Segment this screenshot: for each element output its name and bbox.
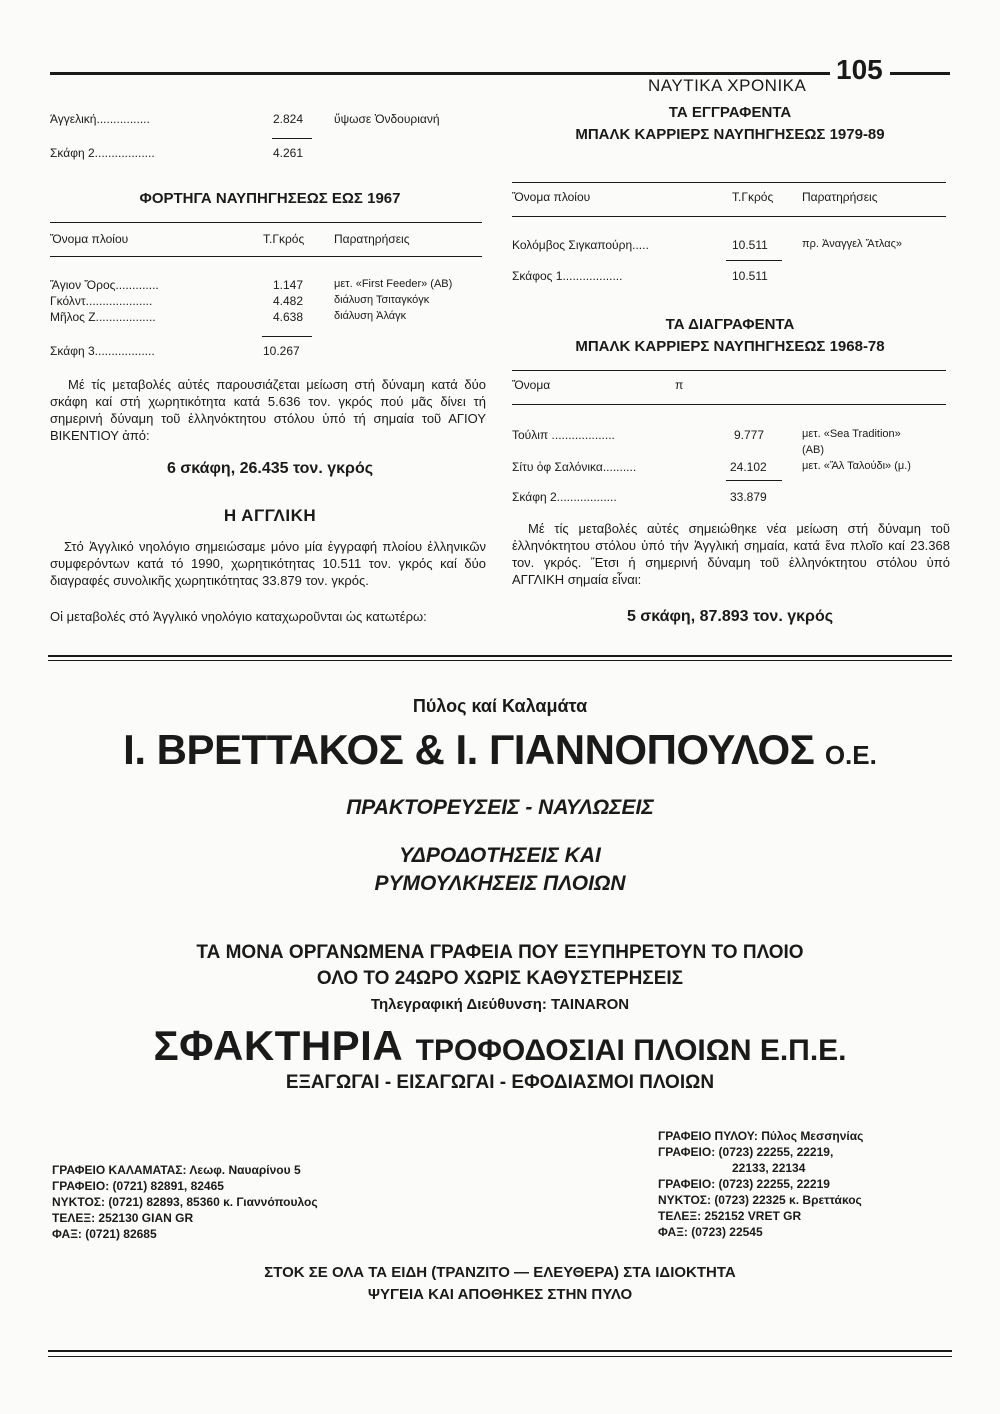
- ad-footer-2: ΨΥΓΕΙΑ ΚΑΙ ΑΠΟΘΗΚΕΣ ΣΤΗΝ ΠΥΛΟ: [367, 1286, 633, 1303]
- bottom-rule-1: [48, 1350, 952, 1352]
- header-notes: Παρατηρήσεις: [334, 232, 410, 246]
- registered-title-2: ΜΠΑΛΚ ΚΑΡΡΙΕΡΣ ΝΑΥΠΗΓΗΣΕΩΣ 1979-89: [575, 126, 885, 143]
- table-row-tonnage: 10.511: [732, 238, 768, 252]
- table-row-name: Γκόλντ....................: [50, 294, 153, 308]
- kalamata-line: ΤΕΛΕΞ: 252130 GIAN GR: [52, 1211, 194, 1225]
- ad-service-3: ΡΥΜΟΥΛΚΗΣΕΙΣ ΠΛΟΙΩΝ: [374, 872, 626, 895]
- table-row-note: μετ. «Sea Tradition»: [802, 428, 901, 440]
- deleted-table: [512, 370, 952, 510]
- table-top-rule: [50, 222, 482, 223]
- section-divider-bottom: [48, 660, 952, 661]
- header-notes: Παρατηρήσεις: [802, 190, 878, 204]
- table-row-note: μετ. «Ἄλ Ταλούδι» (μ.): [802, 460, 911, 472]
- pylos-line: ΤΕΛΕΞ: 252152 VRET GR: [658, 1209, 802, 1223]
- table-row-tonnage: 24.102: [730, 460, 767, 474]
- company2-services: ΕΞΑΓΩΓΑΙ - ΕΙΣΑΓΩΓΑΙ - ΕΦΟΔΙΑΣΜΟΙ ΠΛΟΙΩΝ: [285, 1072, 715, 1093]
- magazine-name: ΝΑΥΤΙΚΑ ΧΡΟΝΙΚΑ: [648, 76, 807, 95]
- table-row-note: μετ. «First Feeder» (ΑΒ): [334, 278, 453, 290]
- company-suffix: Ο.Ε.: [824, 740, 877, 770]
- table-row-tonnage: 4.482: [273, 294, 304, 308]
- table-header-rule: [512, 404, 946, 405]
- total-tonnage: 33.879: [730, 490, 767, 504]
- company2-name: [0, 1022, 1000, 1070]
- kalamata-line: ΓΡΑΦΕΙΟ: (0721) 82891, 82465: [52, 1179, 224, 1193]
- header-tonnage: Τ.Γκρός: [263, 232, 305, 246]
- header-tonnage: Τ.Γκρός: [732, 190, 774, 204]
- row-tonnage: 2.824: [273, 112, 304, 126]
- header-tonnage: π: [675, 378, 684, 392]
- pylos-line: 22133, 22134: [732, 1161, 806, 1175]
- table-row-tonnage: 9.777: [734, 428, 765, 442]
- total-name: Σκάφη 2..................: [512, 490, 617, 504]
- table-row-note: διάλυση Ἀλάγκ: [334, 310, 407, 322]
- deleted-title-2: ΜΠΑΛΚ ΚΑΡΡΙΕΡΣ ΝΑΥΠΗΓΗΣΕΩΣ 1968-78: [575, 338, 885, 355]
- bottom-rule-2: [48, 1356, 952, 1357]
- table-top-rule: [512, 182, 946, 183]
- total-name: Σκάφος 1..................: [512, 269, 623, 283]
- deleted-title-1: ΤΑ ΔΙΑΓΡΑΦΕΝΤΑ: [665, 316, 795, 333]
- left-paragraph-2: Στό Ἀγγλικό νηολόγιο σημειώσαμε μόνο μία ἐγγραφή πλοίου ἑλληνικῶν συμφερόντων κατά τό 1990, χωρητικότητας 10.511 τον. γκρός καί δύο διαγραφές συνολικῆς χωρητικότητας 33.879 τον. γκρός.: [50, 539, 486, 588]
- company-name: [0, 726, 1000, 774]
- pylos-line: ΦΑΞ: (0723) 22545: [658, 1225, 763, 1239]
- ad-footer-1: ΣΤΟΚ ΣΕ ΟΛΑ ΤΑ ΕΙΔΗ (ΤΡΑΝΖΙΤΟ — ΕΛΕΥΘΕΡΑ) ΣΤΑ ΙΔΙΟΚΤΗΤΑ: [264, 1264, 736, 1281]
- kalamata-line: ΝΥΚΤΟΣ: (0721) 82893, 85360 κ. Γιαννόπουλος: [52, 1195, 318, 1209]
- table-row-name: Κολόμβος Σιγκαπούρη.....: [512, 238, 649, 252]
- table-row-name: Μῆλος Ζ..................: [50, 310, 156, 324]
- table-row-name: Σίτυ ὀφ Σαλόνικα..........: [512, 460, 637, 474]
- company-main: Ι. ΒΡΕΤΤΑΚΟΣ & Ι. ΓΙΑΝΝΟΠΟΥΛΟΣ: [123, 726, 815, 773]
- table-top-rule: [512, 370, 946, 371]
- right-summary: 5 σκάφη, 87.893 τον. γκρός: [626, 608, 834, 625]
- ad-service-2: ΥΔΡΟΔΟΤΗΣΕΙΣ ΚΑΙ: [399, 844, 601, 867]
- ad-telegraph: Τηλεγραφική Διεύθυνση: TAINARON: [370, 996, 630, 1013]
- sum-rule: [262, 336, 312, 337]
- top-table: [50, 112, 490, 172]
- pylos-line: ΓΡΑΦΕΙΟ: (0723) 22255, 22219,: [658, 1145, 834, 1159]
- table-row-tonnage: 1.147: [273, 278, 304, 292]
- left-paragraph-3: Οἱ μεταβολές στό Ἀγγλικό νηολόγιο καταχωροῦνται ὡς κατωτέρω:: [50, 609, 427, 624]
- kalamata-line: ΦΑΞ: (0721) 82685: [52, 1227, 157, 1241]
- table-row-note: πρ. Ἀναγγελ Ἄτλας»: [802, 238, 903, 250]
- sum-rule: [272, 138, 312, 139]
- ad-service-1: ΠΡΑΚΤΟΡΕΥΣΕΙΣ - ΝΑΥΛΩΣΕΙΣ: [346, 796, 654, 819]
- england-title: Η ΑΓΓΛΙΚΗ: [223, 506, 317, 525]
- row-name: Άγγελική................: [50, 112, 150, 126]
- total-tonnage: 10.511: [732, 269, 768, 283]
- pylos-line: ΝΥΚΤΟΣ: (0723) 22325 κ. Βρεττάκος: [658, 1193, 862, 1207]
- table-row-tonnage: 4.638: [273, 310, 304, 324]
- total-tonnage: 10.267: [263, 344, 300, 358]
- sum-rule: [726, 260, 782, 261]
- company2-main: ΣΦΑΚΤΗΡΙΑ: [153, 1022, 404, 1069]
- total-name: Σκάφη 2..................: [50, 146, 155, 160]
- sum-rule: [726, 480, 782, 481]
- header-name: Ὄνομα πλοίου: [50, 232, 129, 246]
- ad-location: Πύλος καί Καλαμάτα: [412, 696, 588, 716]
- page-number: 105: [836, 54, 883, 85]
- kalamata-line: ΓΡΑΦΕΙΟ ΚΑΛΑΜΑΤΑΣ: Λεωφ. Ναυαρίνου 5: [52, 1163, 301, 1177]
- table-row-note: διάλυση Τσιταγκόγκ: [334, 294, 430, 306]
- right-paragraph: Μέ τίς μεταβολές αὐτές σημειώθηκε νέα μείωση στή δύναμη τοῦ ἑλληνόκτητου στόλου ὑπό τήν Ἀγγλική σημαία, κατά ἕνα πλοῖο καί 23.368 τον. γκρός. Ἔτσι ἡ σημερινή δύναμη τοῦ ἑλληνόκτητου στόλου ὑπό ΑΓΓΛΙΚΗ σημαία εἶναι:: [512, 521, 950, 587]
- table-header-rule: [50, 256, 482, 257]
- cargo-table: [50, 222, 490, 362]
- table-row-note-continuation: (ΑΒ): [802, 444, 824, 456]
- table-row-name: Ἅγιον Ὄρος.............: [50, 278, 159, 292]
- ad-tagline-1: ΤΑ ΜΟΝΑ ΟΡΓΑΝΩΜΕΝΑ ΓΡΑΦΕΙΑ ΠΟΥ ΕΞΥΠΗΡΕΤΟΥΝ ΤΟ ΠΛΟΙΟ: [196, 942, 804, 963]
- header-name: Ὄνομα πλοίου: [512, 190, 591, 204]
- pylos-line: ΓΡΑΦΕΙΟ ΠΥΛΟΥ: Πύλος Μεσσηνίας: [658, 1129, 864, 1143]
- header-name: Ὄνομα: [512, 378, 551, 392]
- registered-table: [512, 182, 952, 292]
- section-divider-top: [48, 655, 952, 657]
- kalamata-office: [52, 1162, 318, 1242]
- ad-tagline-2: ΟΛΟ ΤΟ 24ΩΡΟ ΧΩΡΙΣ ΚΑΘΥΣΤΕΡΗΣΕΙΣ: [316, 968, 684, 989]
- registered-title-1: ΤΑ ΕΓΓΡΑΦΕΝΤΑ: [668, 104, 792, 121]
- table-header-rule: [512, 216, 946, 217]
- row-note: ὕψωσε Ὀνδουριανή: [334, 112, 440, 126]
- pylos-office: [658, 1128, 863, 1240]
- left-summary: 6 σκάφη, 26.435 τον. γκρός: [166, 460, 374, 477]
- header-rule-right: [890, 72, 950, 75]
- left-paragraph-1: Μέ τίς μεταβολές αὐτές παρουσιάζεται μείωση στή δύναμη κατά δύο σκάφη καί στή χωρητικότητα κατά 5.636 τον. γκρός πού μᾶς δίνει τή σημερινή δύναμη τοῦ ἑλληνόκτητου στόλου ὑπό τή σημαία τοῦ ΑΓΙΟΥ ΒΙΚΕΝΤΙΟΥ ἀπό:: [50, 377, 486, 443]
- company2-rest: ΤΡΟΦΟΔΟΣΙΑΙ ΠΛΟΙΩΝ Ε.Π.Ε.: [415, 1034, 847, 1067]
- header-rule-left: [50, 72, 830, 75]
- cargo-title: ΦΟΡΤΗΓΑ ΝΑΥΠΗΓΗΣΕΩΣ ΕΩΣ 1967: [139, 190, 401, 207]
- pylos-line: ΓΡΑΦΕΙΟ: (0723) 22255, 22219: [658, 1177, 830, 1191]
- table-row-name: Τούλιπ ...................: [512, 428, 615, 442]
- total-tonnage: 4.261: [273, 146, 304, 160]
- total-name: Σκάφη 3..................: [50, 344, 155, 358]
